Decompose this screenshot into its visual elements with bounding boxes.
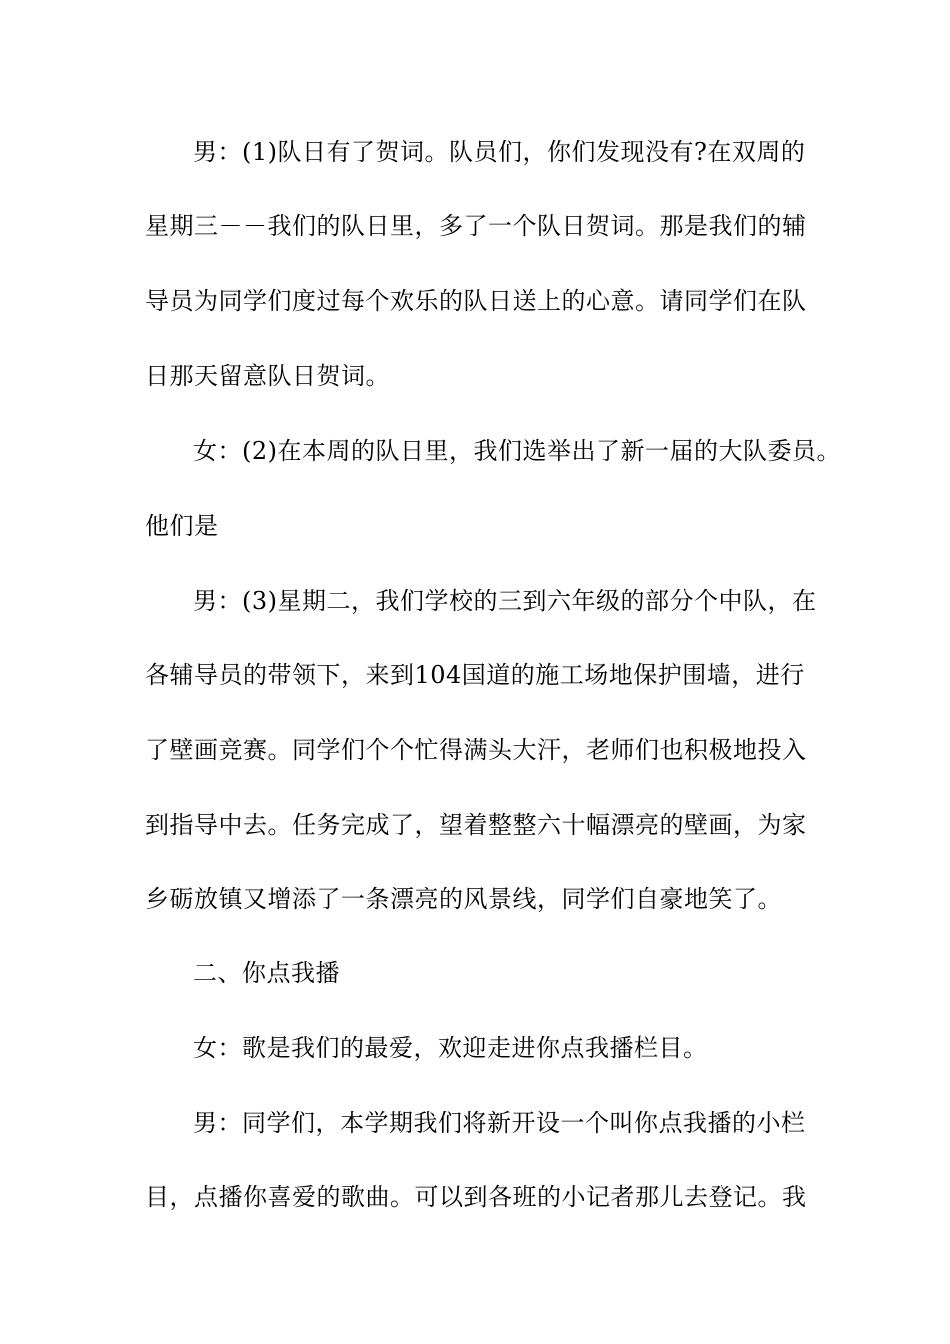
text-line: 导员为同学们度过每个欢乐的队日送上的心意。请同学们在队 bbox=[145, 287, 807, 315]
text-line: 日那天留意队日贺词。 bbox=[145, 362, 390, 390]
text-line: 乡砺放镇又增添了一条漂亮的风景线，同学们自豪地笑了。 bbox=[145, 885, 782, 913]
text-line: 男：(3)星期二，我们学校的三到六年级的部分个中队，在 bbox=[193, 587, 817, 615]
text-line: 星期三－－我们的队日里，多了一个队日贺词。那是我们的辅 bbox=[145, 212, 807, 240]
text-line: 男：(1)队日有了贺词。队员们，你们发现没有?在双周的 bbox=[193, 138, 806, 166]
text-line: 女：(2)在本周的队日里，我们选举出了新一届的大队委员。 bbox=[193, 437, 841, 465]
section-heading: 二、你点我播 bbox=[193, 959, 340, 987]
text-line: 目，点播你喜爱的歌曲。可以到各班的小记者那儿去登记。我 bbox=[145, 1183, 807, 1211]
text-line: 到指导中去。任务完成了，望着整整六十幅漂亮的壁画，为家 bbox=[145, 811, 807, 839]
text-line: 各辅导员的带领下，来到104国道的施工场地保护围墙，进行 bbox=[145, 661, 805, 689]
text-line: 女：歌是我们的最爱，欢迎走进你点我播栏目。 bbox=[193, 1034, 708, 1062]
text-line: 男：同学们，本学期我们将新开设一个叫你点我播的小栏 bbox=[193, 1109, 806, 1137]
text-line: 了壁画竞赛。同学们个个忙得满头大汗，老师们也积极地投入 bbox=[145, 736, 807, 764]
text-line: 他们是 bbox=[145, 512, 219, 540]
